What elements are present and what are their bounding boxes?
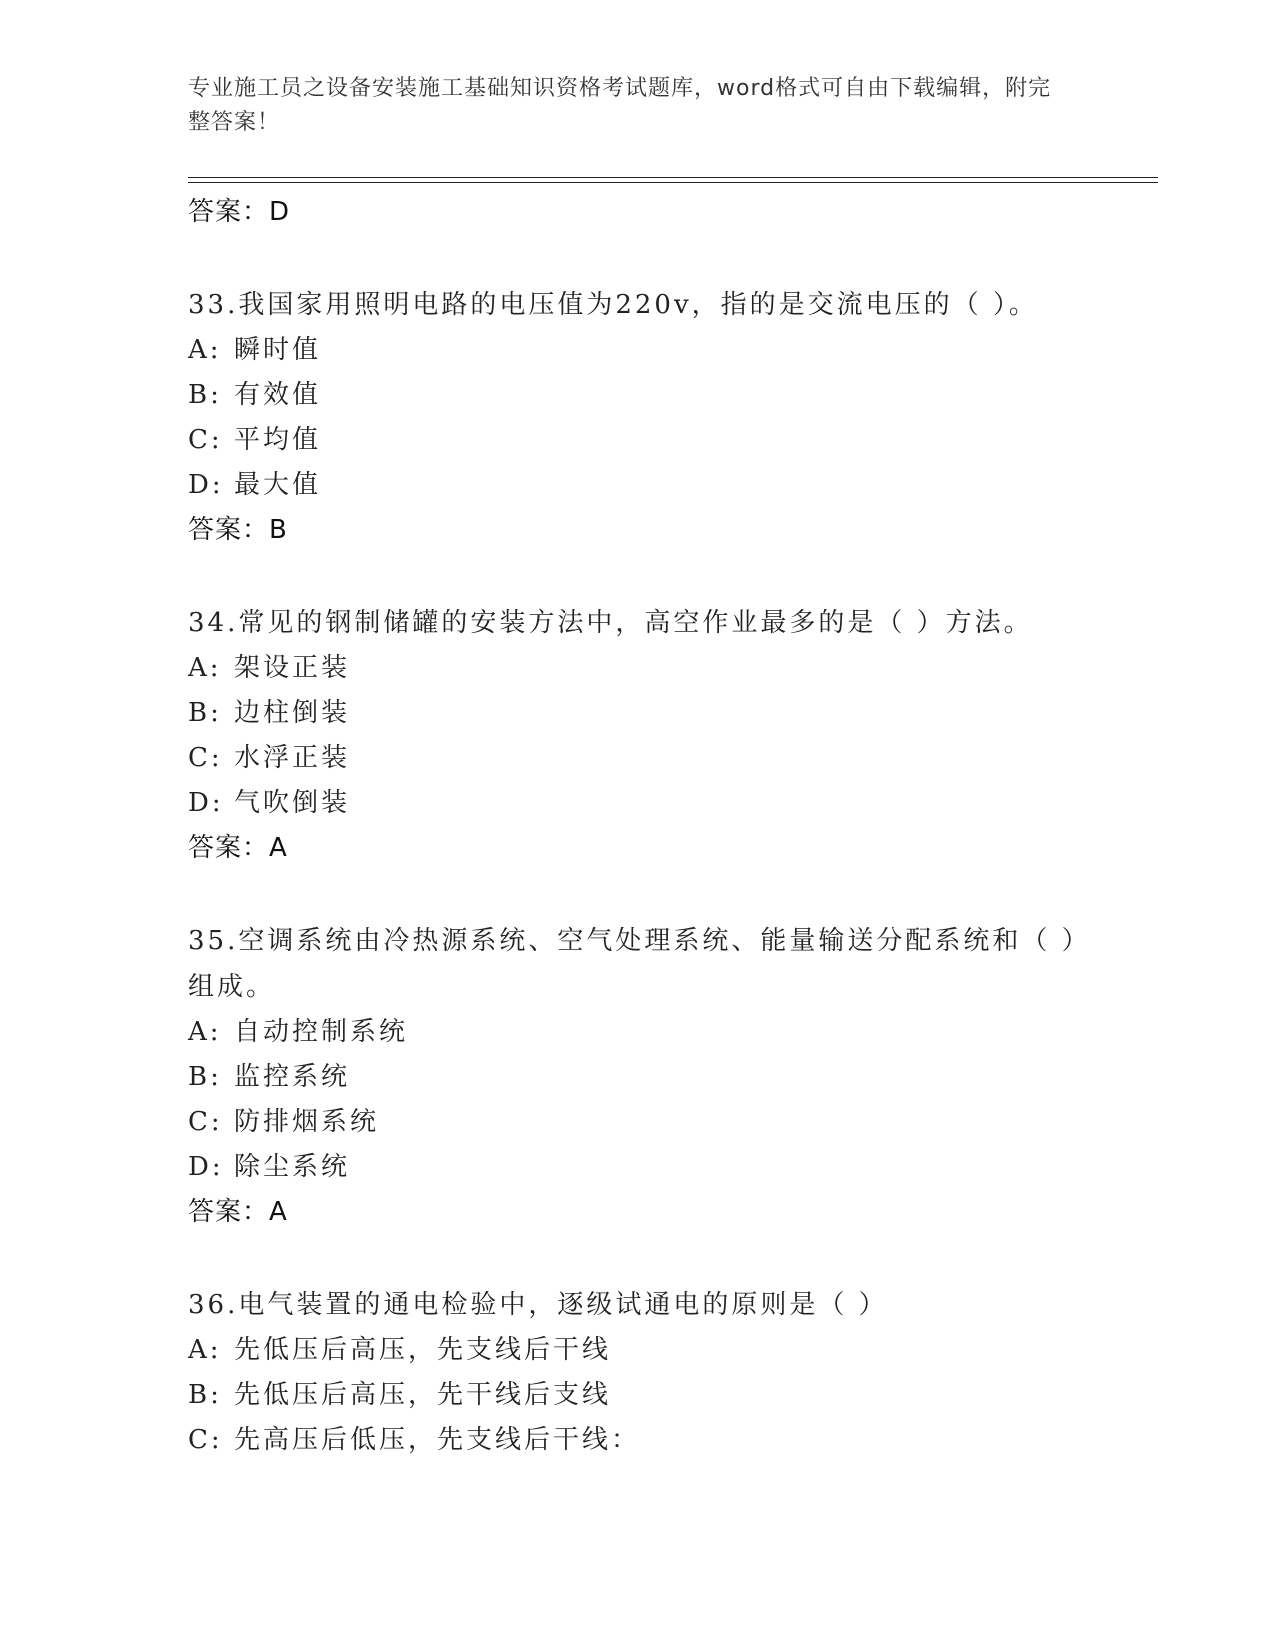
option-text: 水浮正装 xyxy=(234,743,351,773)
option-c xyxy=(188,736,1088,781)
option-d xyxy=(188,463,1088,508)
option-text: 最大值 xyxy=(234,470,322,500)
option-text: 先低压后高压，先支线后干线 xyxy=(234,1335,612,1365)
option-letter: B: xyxy=(188,380,222,410)
option-letter: C: xyxy=(188,425,223,455)
option-letter: B: xyxy=(188,1380,222,1410)
answer-line: 答案：A xyxy=(188,833,288,863)
answer-line: 答案：B xyxy=(188,515,288,545)
option-text: 平均值 xyxy=(234,425,322,455)
option-a xyxy=(188,646,1088,691)
option-c xyxy=(188,1100,1088,1145)
option-text: 瞬时值 xyxy=(234,335,322,365)
option-letter: D: xyxy=(188,1152,224,1182)
question-33 xyxy=(188,282,1088,552)
option-d xyxy=(188,781,1088,826)
option-d xyxy=(188,1145,1088,1190)
option-letter: B: xyxy=(188,1062,222,1092)
question-text: 35.空调系统由冷热源系统、空气处理系统、能量输送分配系统和（ ）组成。 xyxy=(188,926,1078,1002)
header-rule-bottom xyxy=(188,182,1158,183)
answer-line: 答案：A xyxy=(188,1197,288,1227)
header-rule-top xyxy=(188,177,1158,178)
option-text: 防排烟系统 xyxy=(234,1107,380,1137)
question-35 xyxy=(188,918,1088,1234)
option-letter: A: xyxy=(188,653,222,683)
option-b xyxy=(188,691,1088,736)
option-a xyxy=(188,328,1088,373)
answer-line: 答案：D xyxy=(188,197,291,227)
option-c xyxy=(188,1418,1088,1463)
option-text: 除尘系统 xyxy=(234,1152,351,1182)
question-text: 33.我国家用照明电路的电压值为220v，指的是交流电压的（ ）。 xyxy=(188,290,1038,320)
option-letter: B: xyxy=(188,698,222,728)
option-b xyxy=(188,1055,1088,1100)
option-letter: C: xyxy=(188,1107,223,1137)
option-letter: A: xyxy=(188,335,222,365)
option-letter: A: xyxy=(188,1335,222,1365)
question-36 xyxy=(188,1282,1088,1463)
question-text: 36.电气装置的通电检验中，逐级试通电的原则是（ ） xyxy=(188,1290,888,1320)
option-b xyxy=(188,1373,1088,1418)
option-text: 先低压后高压，先干线后支线 xyxy=(234,1380,612,1410)
question-34 xyxy=(188,600,1088,870)
question-list xyxy=(188,190,1088,1463)
option-c xyxy=(188,418,1088,463)
option-letter: A: xyxy=(188,1017,222,1047)
option-text: 先高压后低压，先支线后干线： xyxy=(234,1425,641,1455)
option-text: 监控系统 xyxy=(234,1062,351,1092)
option-letter: D: xyxy=(188,788,224,818)
option-b xyxy=(188,373,1088,418)
question-text: 34.常见的钢制储罐的安装方法中，高空作业最多的是（ ）方法。 xyxy=(188,608,1033,638)
option-letter: C: xyxy=(188,1425,223,1455)
option-letter: C: xyxy=(188,743,223,773)
option-letter: D: xyxy=(188,470,224,500)
option-a xyxy=(188,1328,1088,1373)
document-header: 专业施工员之设备安装施工基础知识资格考试题库，word格式可自由下载编辑，附完整答案！ xyxy=(188,76,1052,135)
option-text: 有效值 xyxy=(234,380,322,410)
option-text: 边柱倒装 xyxy=(234,698,351,728)
option-text: 架设正装 xyxy=(234,653,351,683)
option-text: 气吹倒装 xyxy=(234,788,351,818)
option-text: 自动控制系统 xyxy=(234,1017,409,1047)
option-a xyxy=(188,1010,1088,1055)
